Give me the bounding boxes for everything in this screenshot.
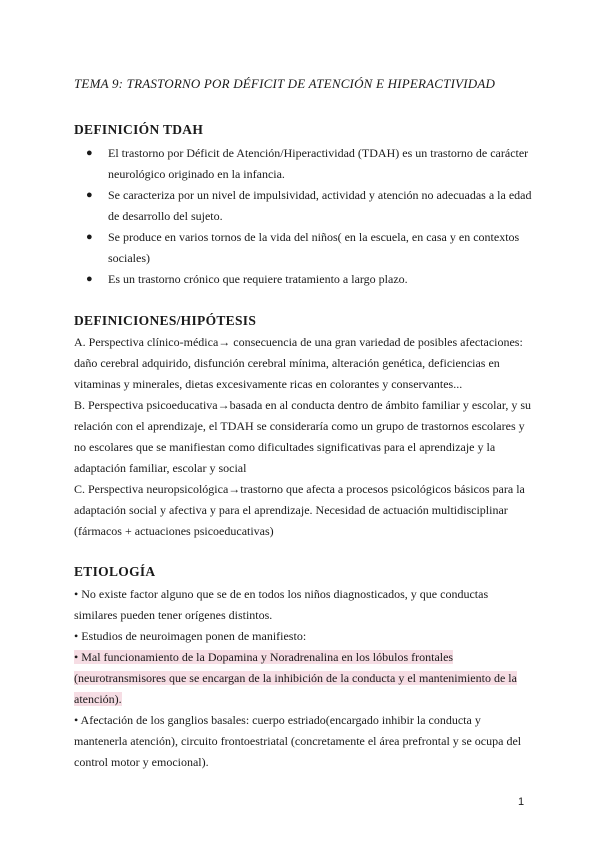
bullet-item: ● El trastorno por Déficit de Atención/Hiperactividad (TDAH) es un trastorno de carácter neurológico originado en la infancia. bbox=[86, 143, 536, 185]
bullet-dot-icon: ● bbox=[86, 231, 93, 243]
heading-etiologia: ETIOLOGÍA bbox=[74, 564, 156, 579]
document-title: TEMA 9: TRASTORNO POR DÉFICIT DE ATENCIÓN E HIPERACTIVIDAD bbox=[74, 76, 496, 91]
heading-definicion: DEFINICIÓN TDAH bbox=[74, 122, 204, 137]
text-highlight: • Mal funcionamiento de la Dopamina y Noradrenalina en los lóbulos frontales (neurotransmisores que se encargan de la inhibición de la conducta y el mantenimiento de la atención). bbox=[74, 650, 517, 706]
paragraph-perspectiva-a: A. Perspectiva clínico-médica→ consecuencia de una gran variedad de posibles afectaciones: daño cerebral adquirido, disfunción cerebral mínima, alteración genética, deficiencias en vitaminas y minerales, dietas excesivamente ricas en colorantes y conservantes... bbox=[74, 335, 523, 391]
paragraph-etiologia-2: • Estudios de neuroimagen ponen de manifiesto: bbox=[74, 629, 307, 643]
bullet-dot-icon: ● bbox=[86, 273, 93, 285]
page-number: 1 bbox=[518, 796, 525, 808]
bullet-dot-icon: ● bbox=[86, 147, 93, 159]
paragraph-perspectiva-c: C. Perspectiva neuropsicológica→trastorno que afecta a procesos psicológicos básicos para la adaptación social y afectiva y para el aprendizaje. Necesidad de actuación multidisciplinar (fármacos + actuaciones psicoeducativas) bbox=[74, 482, 525, 538]
paragraph-etiologia-highlighted bbox=[74, 647, 534, 710]
bullet-dot-icon: ● bbox=[86, 189, 93, 201]
paragraph-etiologia-1: • No existe factor alguno que se de en todos los niños diagnosticados, y que conductas similares pueden tener orígenes distintos. bbox=[74, 587, 489, 622]
bullet-item: ● Se produce en varios tornos de la vida del niños( en la escuela, en casa y en contextos sociales) bbox=[86, 227, 536, 269]
paragraph-etiologia-4: • Afectación de los ganglios basales: cuerpo estriado(encargado inhibir la conducta y mantenerla atención), circuito frontoestriatal (concretamente el área prefrontal y se ocupa del control motor y emocional). bbox=[74, 713, 522, 769]
bullet-item: ● Es un trastorno crónico que requiere tratamiento a largo plazo. bbox=[86, 269, 536, 290]
paragraph-perspectiva-b: B. Perspectiva psicoeducativa→basada en al conducta dentro de ámbito familiar y escolar, y su relación con el aprendizaje, el TDAH se consideraría como un grupo de trastornos escolares y no escolares que se manifiestan como dificultades significativas para el aprendizaje y la adaptación familiar, escolar y social bbox=[74, 398, 532, 475]
heading-hipotesis: DEFINICIONES/HIPÓTESIS bbox=[74, 313, 257, 328]
bullet-item: ● Se caracteriza por un nivel de impulsividad, actividad y atención no adecuadas a la edad de desarrollo del sujeto. bbox=[86, 185, 536, 227]
